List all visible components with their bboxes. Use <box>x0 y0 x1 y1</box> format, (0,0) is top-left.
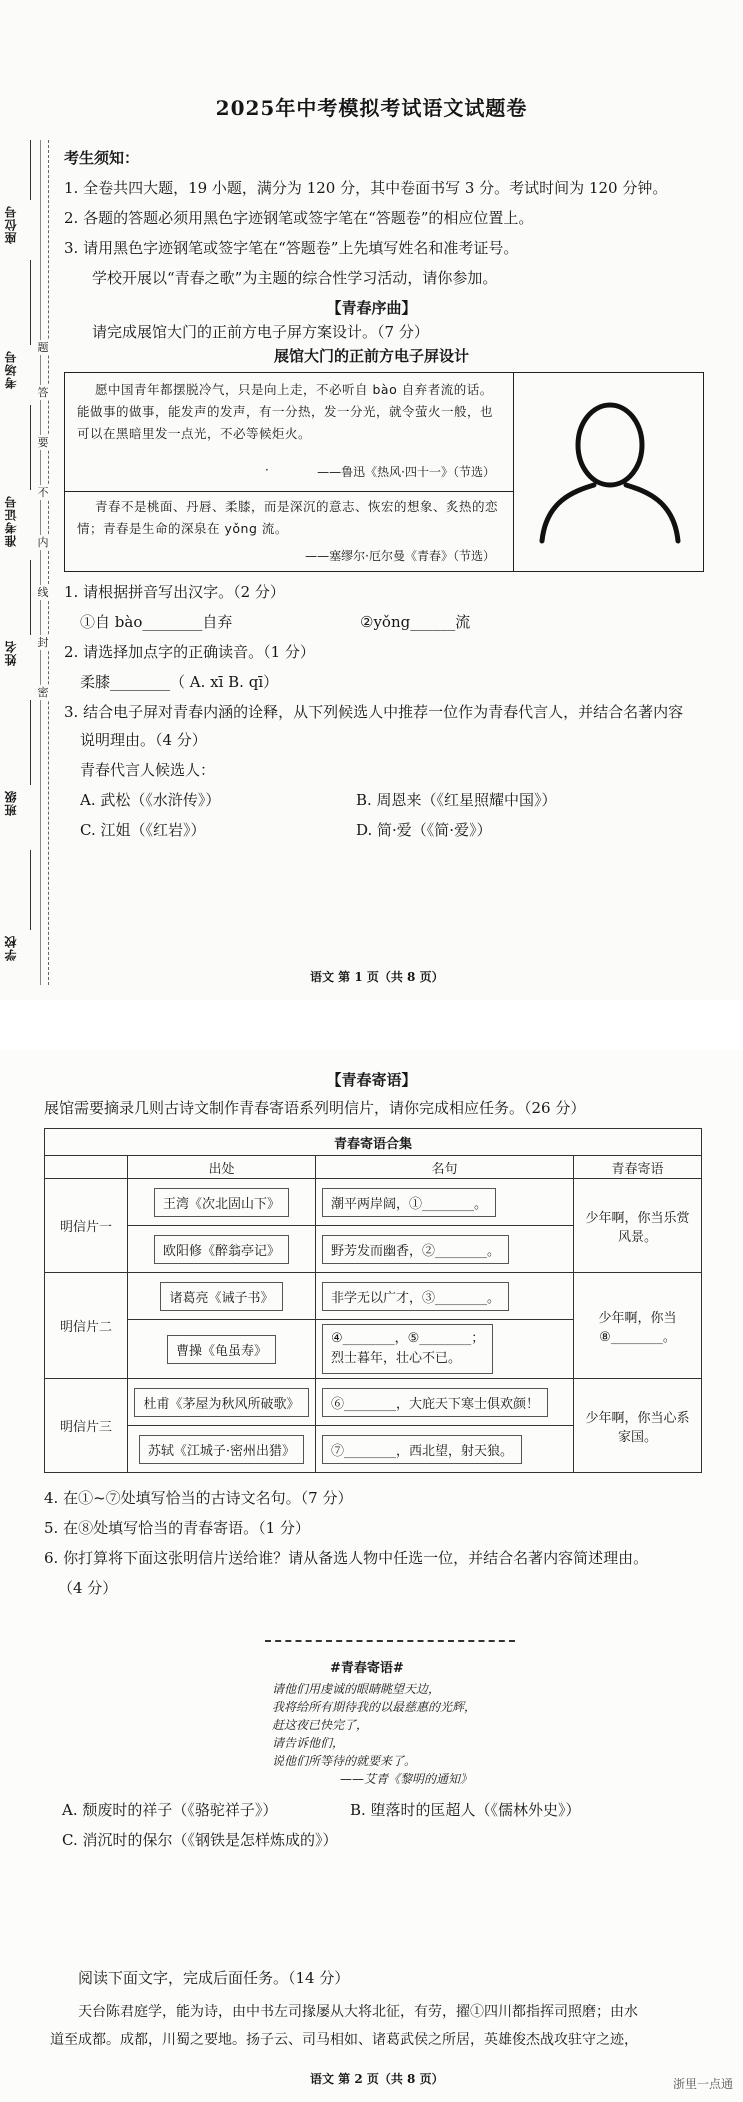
postcard-table <box>44 1128 702 1473</box>
cut-word: 要 <box>37 436 49 449</box>
page-gap <box>0 1000 743 1050</box>
recipient-option[interactable]: C. 消沉时的保尔（《钢铁是怎样炼成的》） <box>62 1831 338 1849</box>
postcard-line: 请告诉他们， <box>272 1736 345 1750</box>
seal-line <box>40 140 41 985</box>
screen-design-box <box>64 372 704 572</box>
intro-text: 学校开展以“青春之歌”为主题的综合性学习活动，请你参加。 <box>92 269 498 287</box>
question-2: 2. 请选择加点字的正确读音。（1 分） <box>64 643 315 661</box>
postcard-name: 明信片一 <box>45 1179 128 1273</box>
table-header: 名句 <box>316 1156 574 1179</box>
person-silhouette-icon <box>514 373 703 571</box>
notice-item: 3. 请用黑色字迹钢笔或签字笔在“答题卷”上先填写姓名和准考证号。 <box>64 239 519 257</box>
name-label: 姓名 <box>4 640 18 666</box>
seat-number-blank <box>30 140 31 200</box>
seat-number-label: 座位号 <box>4 205 18 244</box>
cut-word: 内 <box>37 536 49 549</box>
postcard-line: 请他们用虔诚的眼睛眺望天边， <box>272 1682 441 1696</box>
quote-source: ——塞缪尔·厄尔曼《青春》（节选） <box>305 549 495 563</box>
table-caption: 青春寄语合集 <box>45 1129 702 1156</box>
reading-intro: 阅读下面文字，完成后面任务。（14 分） <box>78 1969 350 1987</box>
notice-item: 1. 全卷共四大题，19 小题，满分为 120 分，其中卷面书写 3 分。考试时间为 120 分钟。 <box>64 179 668 197</box>
reading-text-line: 道至成都。成都，川蜀之要地。扬子云、司马相如、诸葛武侯之所居，英雄俊杰战攻驻守之迹， <box>50 2032 638 2048</box>
school-label: 学校 <box>4 935 18 961</box>
question-3-cont: 说明理由。（4 分） <box>80 731 207 749</box>
quote-line: 情；青春是生命的深泉在 yǒng 流。 <box>77 521 288 536</box>
postcard-line: 赶这夜已快完了， <box>272 1718 369 1732</box>
screen-design-title: 展馆大门的正前方电子屏设计 <box>273 347 469 365</box>
name-blank <box>30 560 31 635</box>
task-instruction: 展馆需要摘录几则古诗文制作青春寄语系列明信片，请你完成相应任务。（26 分） <box>44 1099 586 1117</box>
candidates-heading: 青春代言人候选人： <box>80 761 216 779</box>
cut-word: 不 <box>37 486 49 499</box>
postcard-name: 明信片二 <box>45 1273 128 1379</box>
candidate-option[interactable]: C. 江姐（《红岩》） <box>80 821 206 839</box>
exam-page-1 <box>0 0 743 1000</box>
poem-line[interactable]: ⑦________，西北望，射天狼。 <box>316 1426 574 1473</box>
postcard-message: 少年啊，你当乐赏风景。 <box>574 1179 702 1273</box>
postcard-top-rule <box>265 1640 515 1642</box>
poem-source: 曹操《龟虽寿》 <box>128 1320 316 1379</box>
postcard-message: 少年啊，你当心系家国。 <box>574 1379 702 1473</box>
candidate-option[interactable]: A. 武松（《水浒传》） <box>80 791 221 809</box>
poem-line[interactable]: 潮平两岸阔，①________。 <box>316 1179 574 1226</box>
quote-line: 可以在黑暗里发一点光，不必等候炬火。 <box>77 426 312 441</box>
poem-line[interactable]: ④________，⑤________； 烈士暮年，壮心不已。 <box>316 1320 574 1379</box>
postcard-line: 我将给所有期待我的以最慈惠的光辉， <box>272 1700 477 1714</box>
school-blank <box>30 850 31 930</box>
class-blank <box>30 700 31 785</box>
table-header: 青春寄语 <box>574 1156 702 1179</box>
postcard-title: #青春寄语# <box>330 1661 404 1676</box>
section-heading: 【青春寄语】 <box>326 1071 417 1089</box>
question-6-cont: （4 分） <box>58 1579 118 1597</box>
lu-xun-quote <box>65 373 514 492</box>
recipient-option[interactable]: B. 堕落时的匡超人（《儒林外史》） <box>350 1801 581 1819</box>
postcard-source: ——艾青《黎明的通知》 <box>340 1772 473 1786</box>
cut-word: 封 <box>37 636 49 649</box>
exam-room-label: 考场号 <box>4 350 18 389</box>
q1-blank-b[interactable]: ②yǒng______流 <box>360 613 471 631</box>
cut-line <box>48 140 49 985</box>
task-instruction: 请完成展馆大门的正前方电子屏方案设计。（7 分） <box>92 323 429 341</box>
question-4: 4. 在①~⑦处填写恰当的古诗文名句。（7 分） <box>44 1489 353 1507</box>
ullman-quote <box>65 492 514 571</box>
postcard-line: 说他们所等待的就要来了。 <box>272 1754 417 1768</box>
quote-line: 青春不是桃面、丹唇、柔膝，而是深沉的意志、恢宏的想象、炙热的恋 <box>95 499 499 514</box>
poem-line[interactable]: ⑥________，大庇天下寒士俱欢颜！ <box>316 1379 574 1426</box>
notice-item: 2. 各题的答题必须用黑色字迹钢笔或签字笔在“答题卷”的相应位置上。 <box>64 209 534 227</box>
page-title: 2025年中考模拟考试语文试题卷 <box>215 96 528 120</box>
cut-word: 题 <box>37 341 49 354</box>
question-1: 1. 请根据拼音写出汉字。（2 分） <box>64 583 285 601</box>
class-label: 班级 <box>4 790 18 816</box>
q1-blank-a[interactable]: ①自 bào________自弃 <box>80 613 233 631</box>
poem-line[interactable]: 野芳发而幽香，②________。 <box>316 1226 574 1273</box>
cut-word: 线 <box>37 586 49 599</box>
poem-source: 诸葛亮《诫子书》 <box>128 1273 316 1320</box>
q2-options[interactable]: 柔膝________（ A. xī B. qī） <box>80 673 279 691</box>
quote-source: ——鲁迅《热风·四十一》（节选） <box>317 465 495 479</box>
page-footer: 语文 第 1 页（共 8 页） <box>310 970 444 984</box>
reading-text-line: 天台陈君庭学，能为诗，由中书左司掾屡从大将北征，有劳，擢①四川都指挥司照磨；由水 <box>78 2004 638 2020</box>
ticket-number-label: 准考证号 <box>4 495 18 547</box>
bullet-dot: · <box>265 463 269 477</box>
table-corner <box>45 1156 128 1179</box>
recipient-option[interactable]: A. 颓废时的祥子（《骆驼祥子》） <box>62 1801 278 1819</box>
notice-heading: 考生须知： <box>64 149 140 167</box>
quote-line: 能做事的做事，能发声的发声，有一分热，发一分光，就令萤火一般，也 <box>77 404 494 419</box>
section-heading: 【青春序曲】 <box>326 299 417 317</box>
question-6: 6. 你打算将下面这张明信片送给谁？请从备选人物中任选一位，并结合名著内容简述理由。 <box>44 1549 649 1567</box>
page-footer: 语文 第 2 页（共 8 页） <box>310 2072 444 2086</box>
portrait-placeholder <box>514 373 703 571</box>
postcard-message[interactable]: 少年啊，你当 ⑧________。 <box>574 1273 702 1379</box>
cut-word: 密 <box>37 686 49 699</box>
candidate-option[interactable]: D. 简·爱（《简·爱》） <box>356 821 492 839</box>
poem-source: 苏轼《江城子·密州出猎》 <box>128 1426 316 1473</box>
table-header: 出处 <box>128 1156 316 1179</box>
postcard-name: 明信片三 <box>45 1379 128 1473</box>
poem-source: 欧阳修《醉翁亭记》 <box>128 1226 316 1273</box>
poem-source: 杜甫《茅屋为秋风所破歌》 <box>128 1379 316 1426</box>
poem-source: 王湾《次北固山下》 <box>128 1179 316 1226</box>
question-3: 3. 结合电子屏对青春内涵的诠释，从下列候选人中推荐一位作为青春代言人，并结合名著内容 <box>64 703 684 721</box>
ticket-number-blank <box>30 405 31 490</box>
quote-line: 愿中国青年都摆脱冷气，只是向上走，不必听自 bào 自弃者流的话。 <box>95 382 493 397</box>
cut-word: 答 <box>37 386 49 399</box>
poem-line[interactable]: 非学无以广才，③________。 <box>316 1273 574 1320</box>
question-5: 5. 在⑧处填写恰当的青春寄语。（1 分） <box>44 1519 310 1537</box>
watermark-logo: 浙里一点通 <box>672 2077 733 2091</box>
binding-margin <box>0 0 60 1000</box>
candidate-option[interactable]: B. 周恩来（《红星照耀中国》） <box>356 791 557 809</box>
